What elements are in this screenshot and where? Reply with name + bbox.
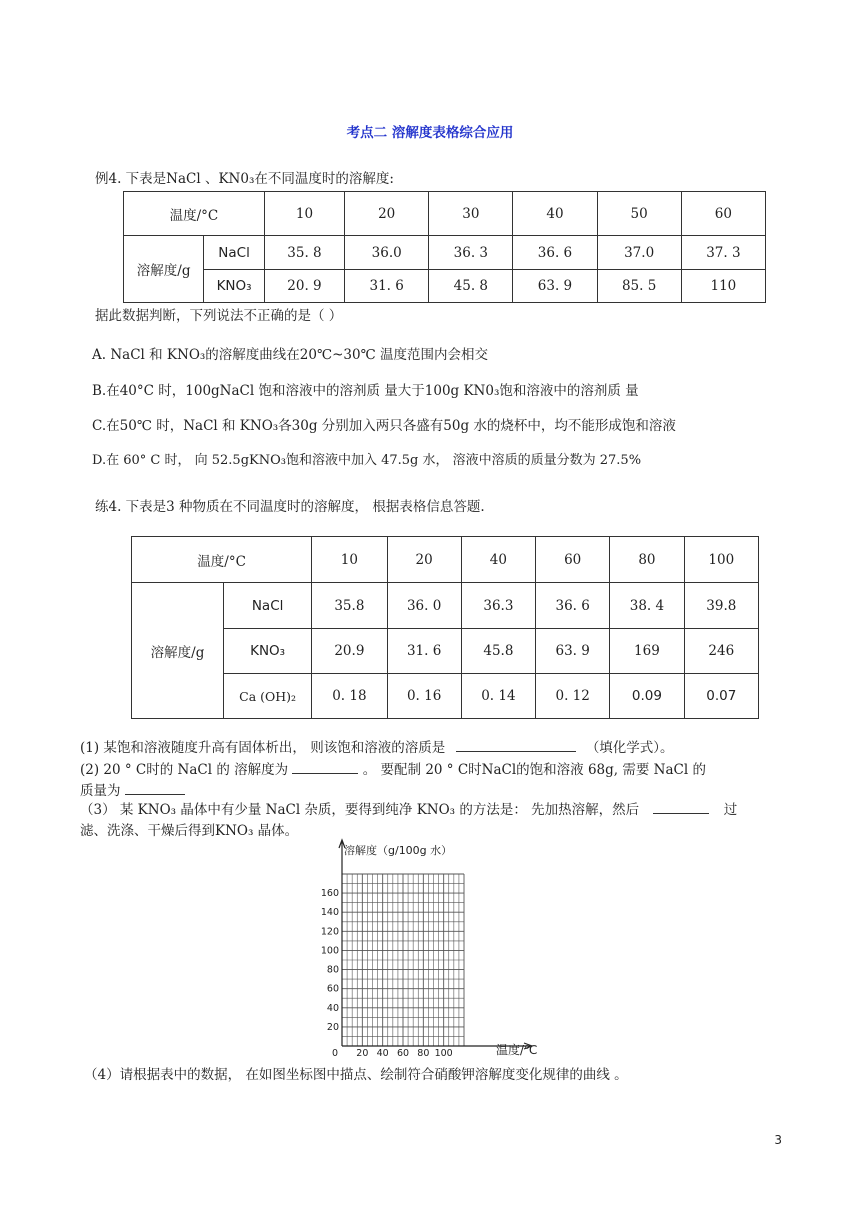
temp-header: 温度/°C	[124, 192, 265, 236]
option-c: C.在50℃ 时，NaCl 和 KNO₃各30g 分别加入两只各盛有50g 水的烧杯中，均不能形成饱和溶液	[92, 418, 676, 434]
value-cell: 0. 12	[536, 674, 610, 719]
question-4: （4）请根据表中的数据， 在如图坐标图中描点、绘制符合硝酸钾溶解度变化规律的曲线 。	[84, 1067, 628, 1083]
question-2-rest: 。 要配制 20 ° C时NaCl的饱和溶液 68g, 需要 NaCl 的	[362, 762, 706, 778]
value-cell: 35. 8	[264, 236, 344, 270]
answer-blank-1[interactable]	[456, 739, 576, 752]
y-tick-label: 120	[320, 926, 339, 938]
question-2-line2	[80, 779, 185, 799]
question-3	[80, 798, 737, 818]
temp-cell: 80	[610, 537, 684, 583]
answer-blank-4[interactable]	[653, 801, 709, 814]
value-cell: 36.0	[345, 236, 429, 270]
y-tick-label: 100	[320, 945, 339, 957]
value-cell: 37. 3	[681, 236, 765, 270]
answer-blank-3[interactable]	[125, 782, 185, 795]
temp-cell: 20	[387, 537, 461, 583]
option-b: B.在40°C 时，100gNaCl 饱和溶液中的溶剂质 量大于100g KN0₃饱和溶液中的溶剂质 量	[92, 383, 639, 399]
question-1-text: (1) 某饱和溶液随度升高有固体析出， 则该饱和溶液的溶质是	[80, 740, 446, 756]
temp-cell: 60	[536, 537, 610, 583]
value-cell: 0. 14	[461, 674, 535, 719]
value-cell: 37.0	[597, 236, 681, 270]
x-tick-label: 40	[376, 1048, 389, 1059]
value-cell: 0.07	[684, 674, 758, 719]
x-tick-label: 0	[331, 1048, 338, 1059]
temp-cell: 20	[345, 192, 429, 236]
y-tick-label: 160	[320, 888, 339, 900]
option-a: A. NaCl 和 KNO₃的溶解度曲线在20℃~30℃ 温度范围内会相交	[92, 347, 488, 363]
substance-cell: NaCl	[204, 236, 265, 270]
solubility-label: 溶解度/g	[132, 583, 224, 719]
y-tick-label: 40	[326, 1002, 339, 1014]
question-3-line2: 滤、洗涤、干燥后得到KNO₃ 晶体。	[80, 823, 299, 839]
value-cell: 169	[610, 629, 684, 674]
y-tick-label: 80	[326, 964, 339, 976]
temp-cell: 100	[684, 537, 758, 583]
example4-question: 据此数据判断，下列说法不正确的是（ ）	[95, 308, 343, 324]
practice4-table	[131, 536, 759, 719]
substance-cell: KNO₃	[204, 270, 265, 303]
temp-cell: 10	[312, 537, 387, 583]
value-cell: 39.8	[684, 583, 758, 629]
value-cell: 36.3	[461, 583, 535, 629]
chart-xlabel: 温度/℃	[496, 1043, 538, 1057]
example4-table	[123, 191, 766, 303]
value-cell: 0.09	[610, 674, 684, 719]
solubility-chart[interactable]	[318, 838, 558, 1066]
temp-cell: 10	[264, 192, 344, 236]
temp-cell: 40	[513, 192, 597, 236]
temp-cell: 40	[461, 537, 535, 583]
value-cell: 246	[684, 629, 758, 674]
value-cell: 63. 9	[513, 270, 597, 303]
value-cell: 45.8	[461, 629, 535, 674]
substance-cell: NaCl	[224, 583, 312, 629]
chart-ylabel: 溶解度（g/100g 水）	[344, 844, 453, 857]
chart-grid	[342, 874, 464, 1046]
value-cell: 85. 5	[597, 270, 681, 303]
question-2-text: (2) 20 ° C时的 NaCl 的 溶解度为	[80, 762, 289, 778]
question-1-suffix: （填化学式）。	[585, 740, 674, 756]
y-tick-label: 20	[326, 1021, 339, 1033]
practice4-intro: 练4. 下表是3 种物质在不同温度时的溶解度， 根据表格信息答题.	[95, 499, 485, 515]
value-cell: 38. 4	[610, 583, 684, 629]
y-tick-label: 140	[320, 907, 339, 919]
value-cell: 20. 9	[264, 270, 344, 303]
value-cell: 31. 6	[345, 270, 429, 303]
page-number: 3	[774, 1133, 782, 1147]
value-cell: 35.8	[312, 583, 387, 629]
solubility-label: 溶解度/g	[124, 236, 204, 303]
question-2	[80, 758, 706, 778]
x-tick-label: 80	[417, 1048, 430, 1059]
value-cell: 110	[681, 270, 765, 303]
value-cell: 31. 6	[387, 629, 461, 674]
value-cell: 20.9	[312, 629, 387, 674]
example4-intro: 例4. 下表是NaCl 、KN0₃在不同温度时的溶解度:	[95, 171, 394, 187]
y-tick-label: 60	[326, 983, 339, 995]
value-cell: 36. 6	[536, 583, 610, 629]
answer-blank-2[interactable]	[292, 761, 358, 774]
temp-cell: 30	[429, 192, 513, 236]
question-3-tail: 过	[723, 802, 738, 818]
temp-cell: 50	[597, 192, 681, 236]
value-cell: 0. 16	[387, 674, 461, 719]
x-tick-label: 60	[396, 1048, 410, 1059]
x-tick-label: 20	[356, 1048, 369, 1059]
value-cell: 45. 8	[429, 270, 513, 303]
question-3-text: （3） 某 KNO₃ 晶体中有少量 NaCl 杂质，要得到纯净 KNO₃ 的方法是： 先加热溶解，然后	[80, 802, 640, 818]
substance-cell: KNO₃	[224, 629, 312, 674]
question-1	[80, 736, 674, 756]
x-tick-label: 100	[434, 1048, 453, 1059]
question-2-mass: 质量为	[80, 783, 121, 799]
value-cell: 36. 3	[429, 236, 513, 270]
section-title: 考点二 溶解度表格综合应用	[346, 125, 514, 141]
temp-cell: 60	[681, 192, 765, 236]
value-cell: 36. 0	[387, 583, 461, 629]
substance-cell: Ca (OH)₂	[224, 674, 312, 719]
value-cell: 63. 9	[536, 629, 610, 674]
chart-axes	[339, 840, 532, 1049]
value-cell: 0. 18	[312, 674, 387, 719]
temp-header: 温度/°C	[132, 537, 312, 583]
value-cell: 36. 6	[513, 236, 597, 270]
option-d: D.在 60° C 时， 向 52.5gKNO₃饱和溶液中加入 47.5g 水， 溶液中溶质的质量分数为 27.5%	[92, 453, 642, 468]
chart-ticks	[321, 888, 453, 1059]
